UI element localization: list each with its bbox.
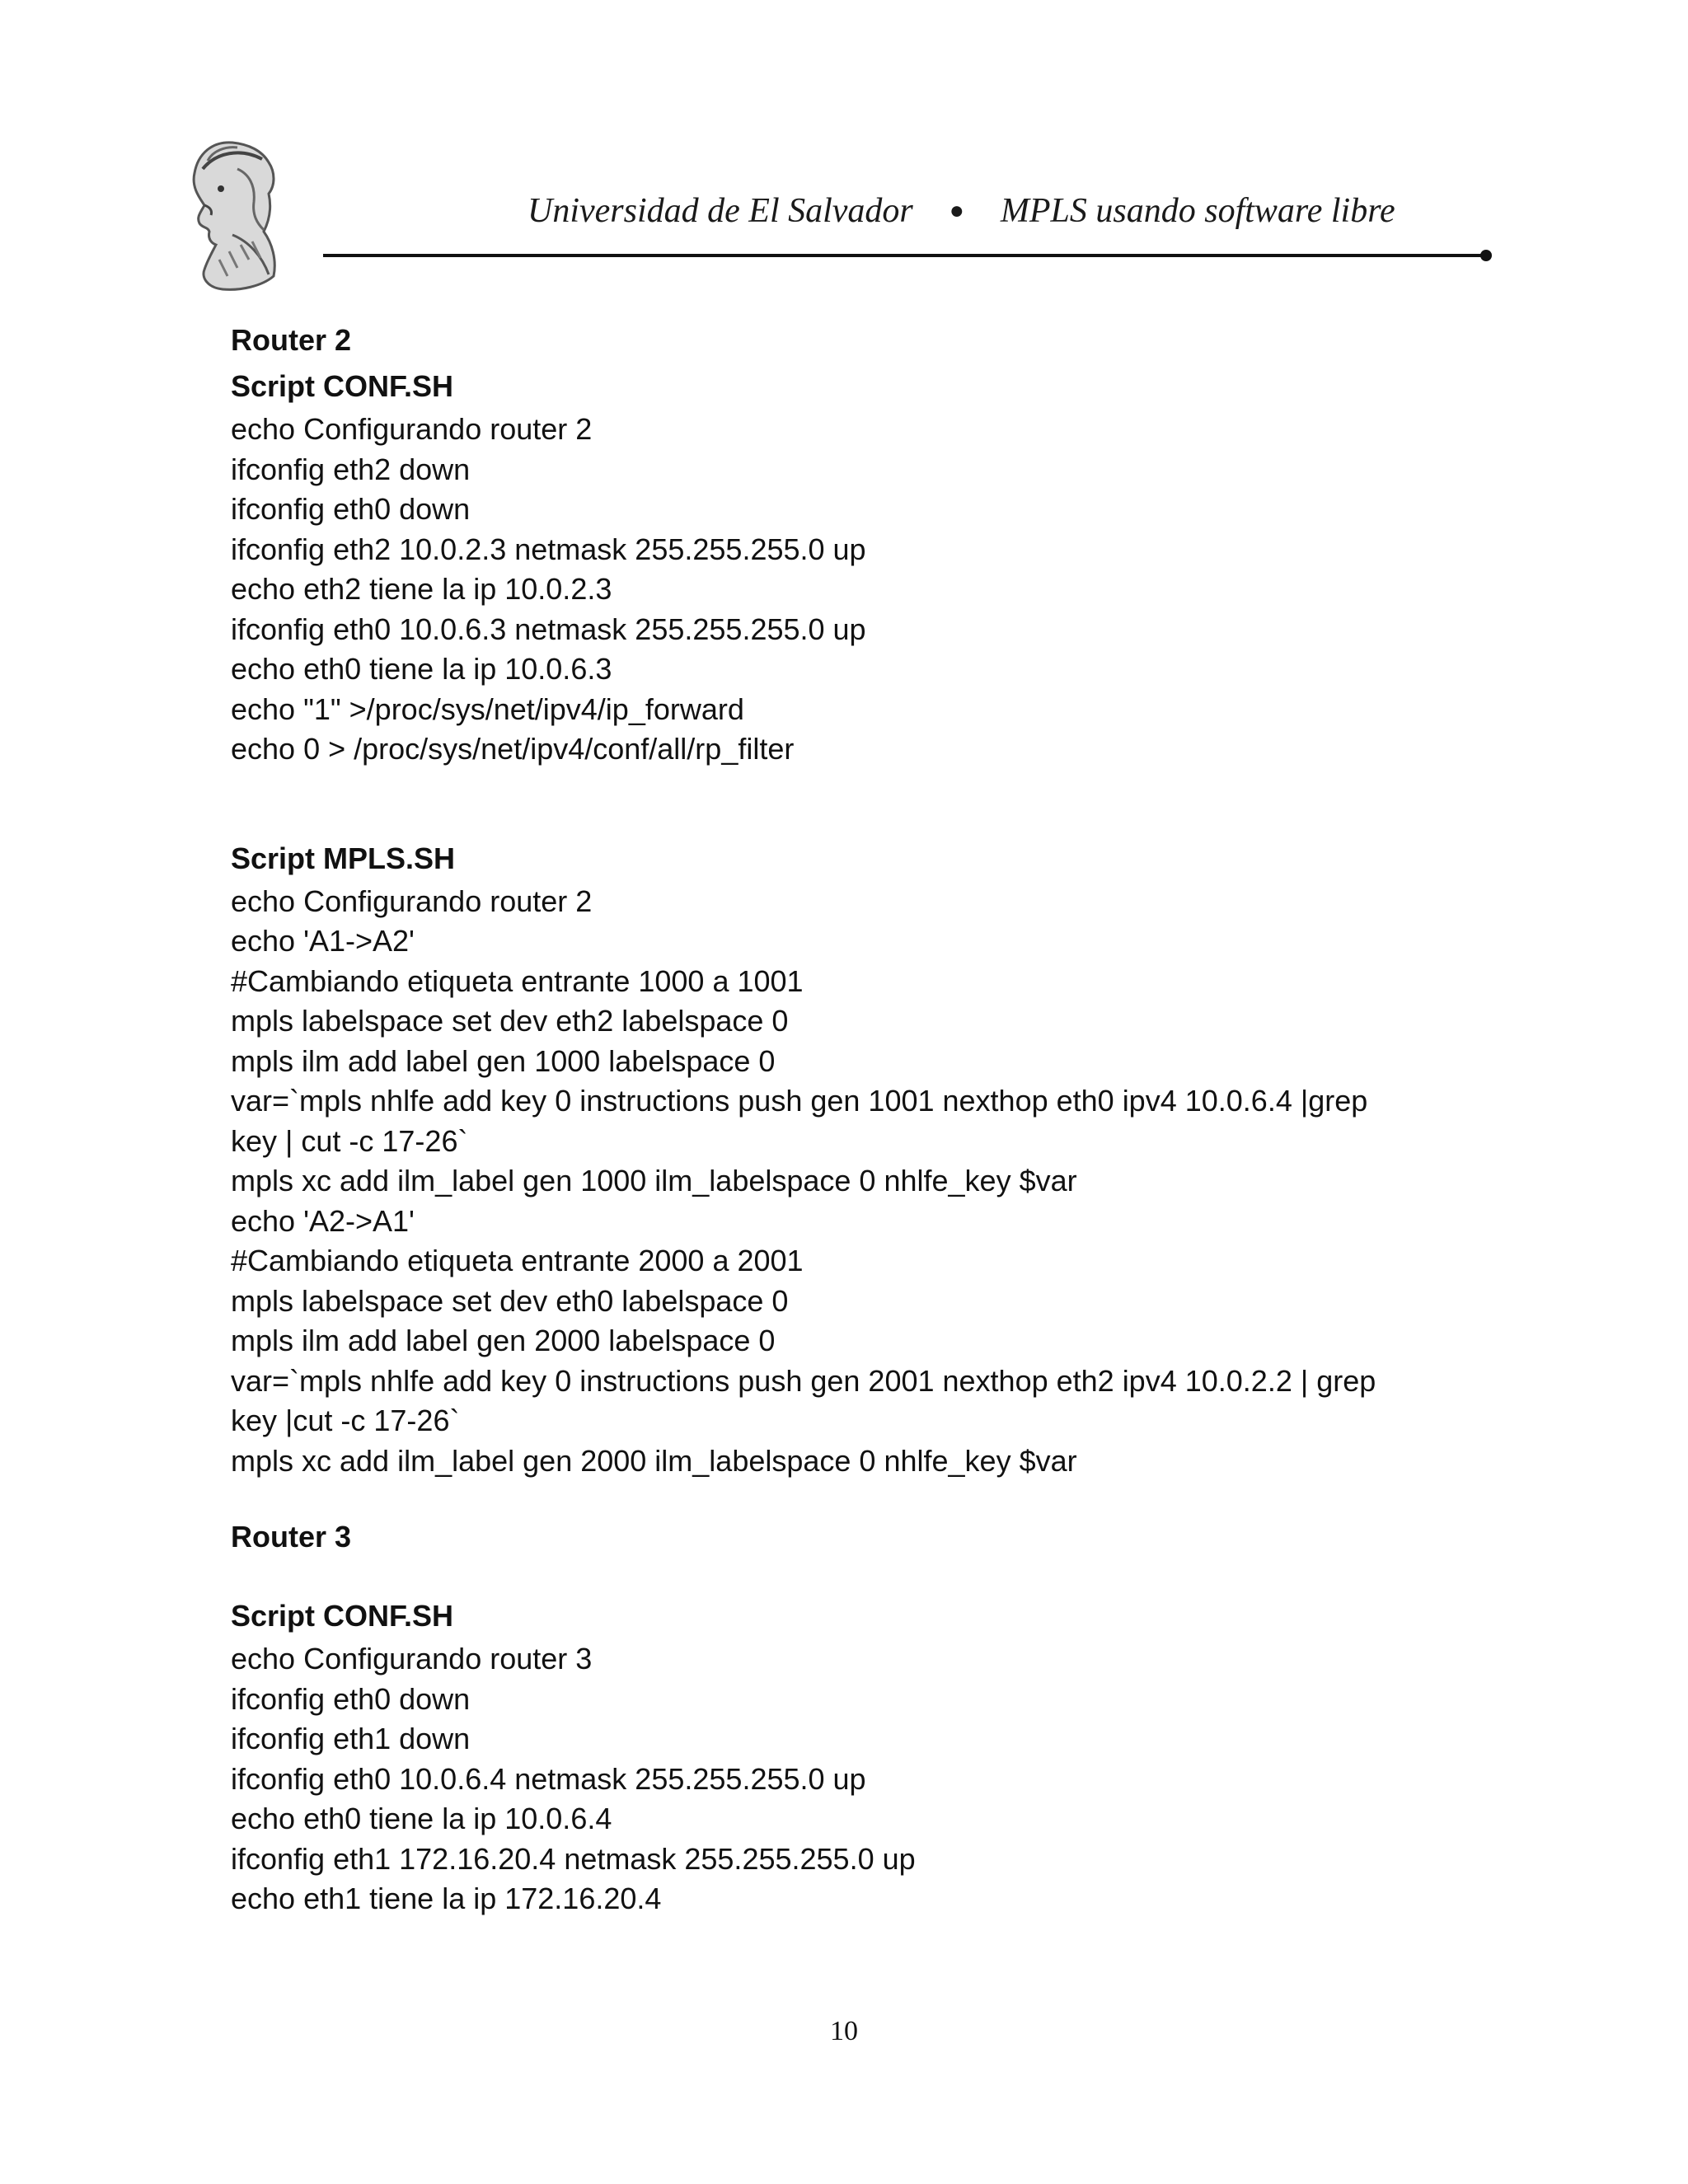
script-line: #Cambiando etiqueta entrante 2000 a 2001 — [231, 1244, 804, 1277]
script-line: ifconfig eth0 10.0.6.4 netmask 255.255.255.0 up — [231, 1761, 866, 1796]
script-line: echo Configurando router 2 — [231, 412, 593, 446]
script-line: key |cut -c 17-26` — [231, 1404, 460, 1437]
university-crest-logo — [183, 136, 282, 293]
script-line: echo 'A1->A2' — [231, 924, 415, 958]
header-bullet: ● — [949, 197, 964, 224]
script-line: echo Configurando router 3 — [231, 1642, 593, 1675]
script-line: var=`mpls nhlfe add key 0 instructions push gen 1001 nexthop eth0 ipv4 10.0.6.4 |grep — [231, 1084, 1368, 1118]
section-gap — [231, 1481, 1434, 1514]
router2-conf-script — [231, 410, 1434, 770]
script-line: mpls xc add ilm_label gen 1000 ilm_labelspace 0 nhlfe_key $var — [231, 1164, 1077, 1197]
router2-heading: Router 2 — [231, 323, 352, 357]
script-line: ifconfig eth0 down — [231, 1681, 471, 1716]
script-line: mpls ilm add label gen 1000 labelspace 0 — [231, 1043, 776, 1078]
script-line: #Cambiando etiqueta entrante 1000 a 1001 — [231, 963, 804, 998]
router2-mpls-script — [231, 882, 1434, 1482]
running-header — [528, 191, 1500, 231]
script-line: ifconfig eth2 10.0.2.3 netmask 255.255.255.0 up — [231, 532, 866, 566]
header-rule — [323, 254, 1485, 257]
section-gap — [231, 770, 1434, 836]
header-rule-dot — [1480, 250, 1492, 261]
page-content — [231, 317, 1434, 1919]
script-line: ifconfig eth1 172.16.20.4 netmask 255.255.255.0 up — [231, 1841, 916, 1876]
script-line: ifconfig eth1 down — [231, 1722, 471, 1755]
script-line: mpls xc add ilm_label gen 2000 ilm_labelspace 0 nhlfe_key $var — [231, 1443, 1077, 1478]
script-line: echo 0 > /proc/sys/net/ipv4/conf/all/rp_filter — [231, 732, 795, 766]
section-gap — [231, 1560, 1434, 1593]
script-line: mpls labelspace set dev eth0 labelspace 0 — [231, 1283, 789, 1318]
script-line: echo eth0 tiene la ip 10.0.6.4 — [231, 1802, 612, 1835]
script-line: ifconfig eth2 down — [231, 452, 471, 486]
page-number: 10 — [830, 2016, 858, 2046]
router2-conf-heading: Script CONF.SH — [231, 369, 454, 403]
header-institution: Universidad de El Salvador — [528, 192, 913, 230]
script-line: echo eth2 tiene la ip 10.0.2.3 — [231, 572, 612, 606]
script-line: key | cut -c 17-26` — [231, 1123, 468, 1158]
script-line: ifconfig eth0 10.0.6.3 netmask 255.255.255.0 up — [231, 612, 866, 646]
script-line: ifconfig eth0 down — [231, 492, 471, 526]
router3-conf-heading: Script CONF.SH — [231, 1599, 454, 1633]
router3-heading: Router 3 — [231, 1520, 352, 1554]
script-line: var=`mpls nhlfe add key 0 instructions push gen 2001 nexthop eth2 ipv4 10.0.2.2 | grep — [231, 1363, 1376, 1398]
script-line: echo Configurando router 2 — [231, 883, 593, 918]
script-line: mpls ilm add label gen 2000 labelspace 0 — [231, 1324, 776, 1357]
script-line: echo "1" >/proc/sys/net/ipv4/ip_forward — [231, 691, 744, 726]
script-line: echo eth0 tiene la ip 10.0.6.3 — [231, 652, 612, 686]
router3-conf-script — [231, 1639, 1434, 1919]
script-line: echo eth1 tiene la ip 172.16.20.4 — [231, 1882, 662, 1915]
router2-mpls-heading: Script MPLS.SH — [231, 841, 456, 875]
script-line: echo 'A2->A1' — [231, 1203, 415, 1238]
script-line: mpls labelspace set dev eth2 labelspace 0 — [231, 1004, 789, 1038]
header-document-title: MPLS usando software libre — [1000, 192, 1395, 230]
